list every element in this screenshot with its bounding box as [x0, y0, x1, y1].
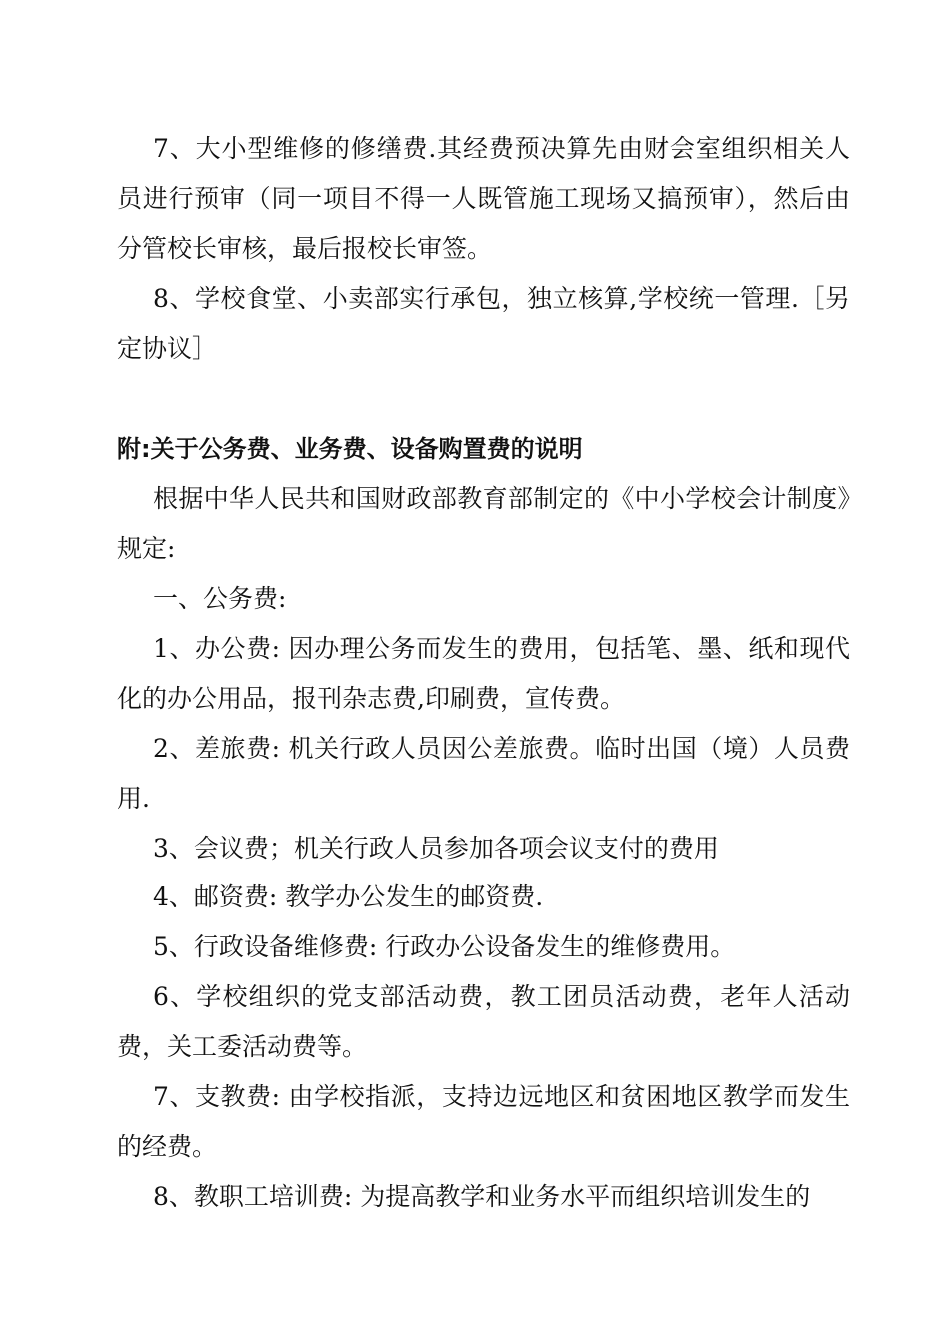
list-item: 8、教职工培训费: 为提高教学和业务水平而组织培训发生的	[153, 1182, 811, 1211]
appendix-heading: 附:关于公务费、业务费、设备购置费的说明	[117, 435, 583, 463]
list-item: 3、会议费；机关行政人员参加各项会议支付的费用	[153, 834, 719, 863]
list-item: 7、支教费: 由学校指派，支持边远地区和贫困地区教学而发生的经费。	[117, 1082, 850, 1161]
list-item: 4、邮资费: 教学办公发生的邮资费.	[153, 882, 544, 911]
list-item: 2、差旅费: 机关行政人员因公差旅费。临时出国（境）人员费用.	[117, 734, 850, 813]
list-item: 5、行政设备维修费: 行政办公设备发生的维修费用。	[153, 932, 736, 961]
section-title-public-affairs: 一、公务费:	[153, 584, 287, 613]
paragraph-canteen: 8、学校食堂、小卖部实行承包，独立核算,学校统一管理.［另定协议］	[117, 284, 850, 363]
list-item: 6、学校组织的党支部活动费，教工团员活动费，老年人活动费，关工委活动费等。	[117, 982, 850, 1061]
list-item: 1、办公费: 因办理公务而发生的费用，包括笔、墨、纸和现代化的办公用品，报刊杂志费,印刷费，宣传费。	[117, 634, 850, 713]
paragraph-repair-fee: 7、大小型维修的修缮费.其经费预决算先由财会室组织相关人员进行预审（同一项目不得一人既管施工现场又搞预审），然后由分管校长审核，最后报校长审签。	[117, 134, 850, 263]
appendix-intro: 根据中华人民共和国财政部教育部制定的《中小学校会计制度》规定:	[117, 484, 850, 563]
